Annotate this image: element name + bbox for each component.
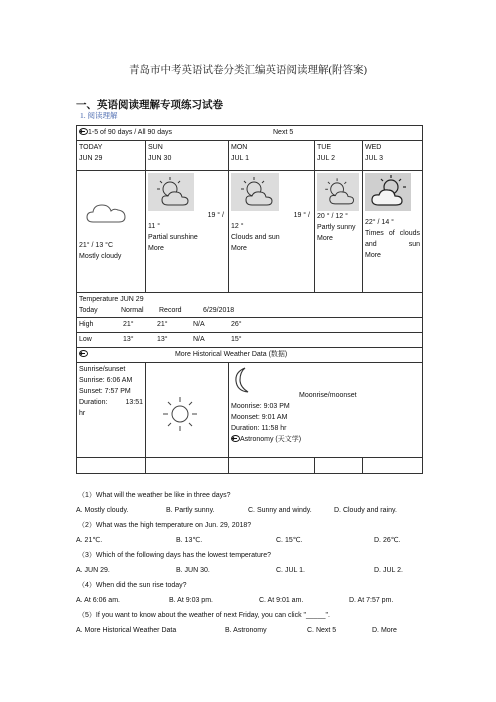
answer-option[interactable]: B. At 9:03 pm. bbox=[169, 597, 213, 604]
answer-option[interactable]: C. Next 5 bbox=[307, 627, 337, 634]
answer-option[interactable]: D. More bbox=[372, 627, 397, 634]
high-temperature-row: High 21° 21° N/A 26° bbox=[77, 318, 423, 333]
partly-sunny-icon bbox=[231, 173, 279, 211]
answer-option[interactable]: A. More Historical Weather Data bbox=[76, 627, 177, 634]
day-header: TODAY JUN 29 bbox=[77, 141, 146, 171]
weather-icon-box bbox=[231, 173, 279, 211]
sun-icon-cell bbox=[146, 363, 229, 458]
subsection-text: 阅读理解 bbox=[87, 111, 118, 120]
back-arrow-icon bbox=[79, 128, 88, 135]
empty-cell bbox=[315, 458, 363, 474]
more-link[interactable]: More bbox=[317, 235, 333, 242]
answer-option[interactable]: B. JUN 30. bbox=[176, 567, 210, 574]
subsection-label bbox=[80, 110, 118, 121]
forecast-cell: 22° / 14 ° Times of clouds and sun More bbox=[363, 171, 423, 293]
answer-option[interactable]: A. JUN 29. bbox=[76, 567, 110, 574]
moonrise-moonset-cell: Moonrise/moonset Moonrise: 9:03 PM Moonset: 9:01 AM Duration: 11:58 hr Astronomy (天文学) bbox=[229, 363, 423, 458]
section-heading: 一、英语阅读理解专项练习试卷 bbox=[76, 100, 223, 111]
more-link[interactable]: More bbox=[365, 252, 381, 259]
historical-data-row bbox=[77, 348, 423, 363]
day-header: SUN JUN 30 bbox=[146, 141, 229, 171]
answer-options bbox=[76, 533, 422, 548]
forecast-cell: 19 ° / 12 ° Clouds and sun More bbox=[229, 171, 315, 293]
answer-option[interactable]: D. 26℃. bbox=[374, 537, 401, 544]
arrow-icon bbox=[79, 350, 88, 357]
question-text: （5）If you want to know about the weather of next Friday, you can click "_____". bbox=[78, 612, 330, 619]
weather-icon-box bbox=[148, 173, 194, 211]
weather-table bbox=[76, 125, 423, 474]
forecast-cell: 20 ° / 12 ° Partly sunny More bbox=[315, 171, 363, 293]
day-header: WED JUL 3 bbox=[363, 141, 423, 171]
answer-option[interactable]: C. At 9:01 am. bbox=[259, 597, 304, 604]
answer-option[interactable]: A. At 6:06 am. bbox=[76, 597, 120, 604]
questions-section bbox=[76, 488, 422, 638]
answer-option[interactable]: A. 21℃. bbox=[76, 537, 103, 544]
day-header: MON JUL 1 bbox=[229, 141, 315, 171]
answer-option[interactable]: D. Cloudy and rainy. bbox=[334, 507, 397, 514]
more-link[interactable]: More bbox=[148, 245, 164, 252]
forecast-cell: 19 ° / 11 ° Partial sunshine More bbox=[146, 171, 229, 293]
next-5-link[interactable]: Next 5 bbox=[273, 129, 294, 136]
arrow-icon bbox=[231, 435, 240, 442]
nav-bar bbox=[77, 126, 423, 141]
answer-options bbox=[76, 563, 422, 578]
answer-option[interactable]: C. JUL 1. bbox=[276, 567, 305, 574]
answer-option[interactable]: B. 13℃. bbox=[176, 537, 203, 544]
temperature-summary: Temperature JUN 29 Today Normal Record 6/29/2018 bbox=[77, 293, 423, 318]
forecast-cell: 21° / 13 °C Mostly cloudy bbox=[77, 171, 146, 293]
document-title: 青岛市中考英语试卷分类汇编英语阅读理解(附答案) bbox=[129, 65, 367, 76]
question-text: （3）Which of the following days has the lowest temperature? bbox=[78, 552, 271, 559]
answer-option[interactable]: C. 15℃. bbox=[276, 537, 303, 544]
weather-icon-box bbox=[365, 173, 411, 211]
empty-cell bbox=[363, 458, 423, 474]
answer-option[interactable]: B. Astronomy bbox=[225, 627, 267, 634]
more-link[interactable]: More bbox=[231, 245, 247, 252]
answer-option[interactable]: D. At 7:57 pm. bbox=[349, 597, 394, 604]
answer-options bbox=[76, 503, 422, 518]
sun-icon bbox=[160, 394, 200, 434]
day-header: TUE JUL 2 bbox=[315, 141, 363, 171]
answer-options bbox=[76, 593, 422, 608]
question-text: （1）What will the weather be like in three days? bbox=[78, 492, 231, 499]
empty-cell bbox=[229, 458, 315, 474]
empty-cell bbox=[77, 458, 146, 474]
historical-weather-link[interactable]: More Historical Weather Data (数据) bbox=[174, 351, 288, 358]
clouds-and-sun-icon bbox=[365, 173, 411, 211]
astronomy-link[interactable]: Astronomy (天文学) bbox=[231, 434, 420, 445]
question-text: （4）When did the sun rise today? bbox=[78, 582, 187, 589]
weather-icon-box bbox=[317, 173, 359, 211]
answer-option[interactable]: D. JUL 2. bbox=[374, 567, 403, 574]
answer-option[interactable]: B. Partly sunny. bbox=[166, 507, 215, 514]
answer-option[interactable]: C. Sunny and windy. bbox=[248, 507, 312, 514]
partly-sunny-icon bbox=[148, 173, 194, 211]
cloud-icon bbox=[85, 200, 127, 226]
answer-option[interactable]: A. Mostly cloudy. bbox=[76, 507, 129, 514]
subsection-number: 1. bbox=[80, 111, 86, 120]
empty-cell bbox=[146, 458, 229, 474]
answer-options bbox=[76, 623, 422, 638]
nav-range[interactable]: 1-5 of 90 days / All 90 days bbox=[79, 127, 172, 138]
partly-sunny-icon bbox=[317, 173, 359, 211]
question-text: （2）What was the high temperature on Jun. 29, 2018? bbox=[78, 522, 252, 529]
sunrise-sunset-cell: Sunrise/sunset Sunrise: 6:06 AM Sunset: 7:57 PM Duration: 13:51 hr bbox=[77, 363, 146, 458]
low-temperature-row: Low 13° 13° N/A 15° bbox=[77, 333, 423, 348]
moon-icon bbox=[233, 366, 253, 394]
